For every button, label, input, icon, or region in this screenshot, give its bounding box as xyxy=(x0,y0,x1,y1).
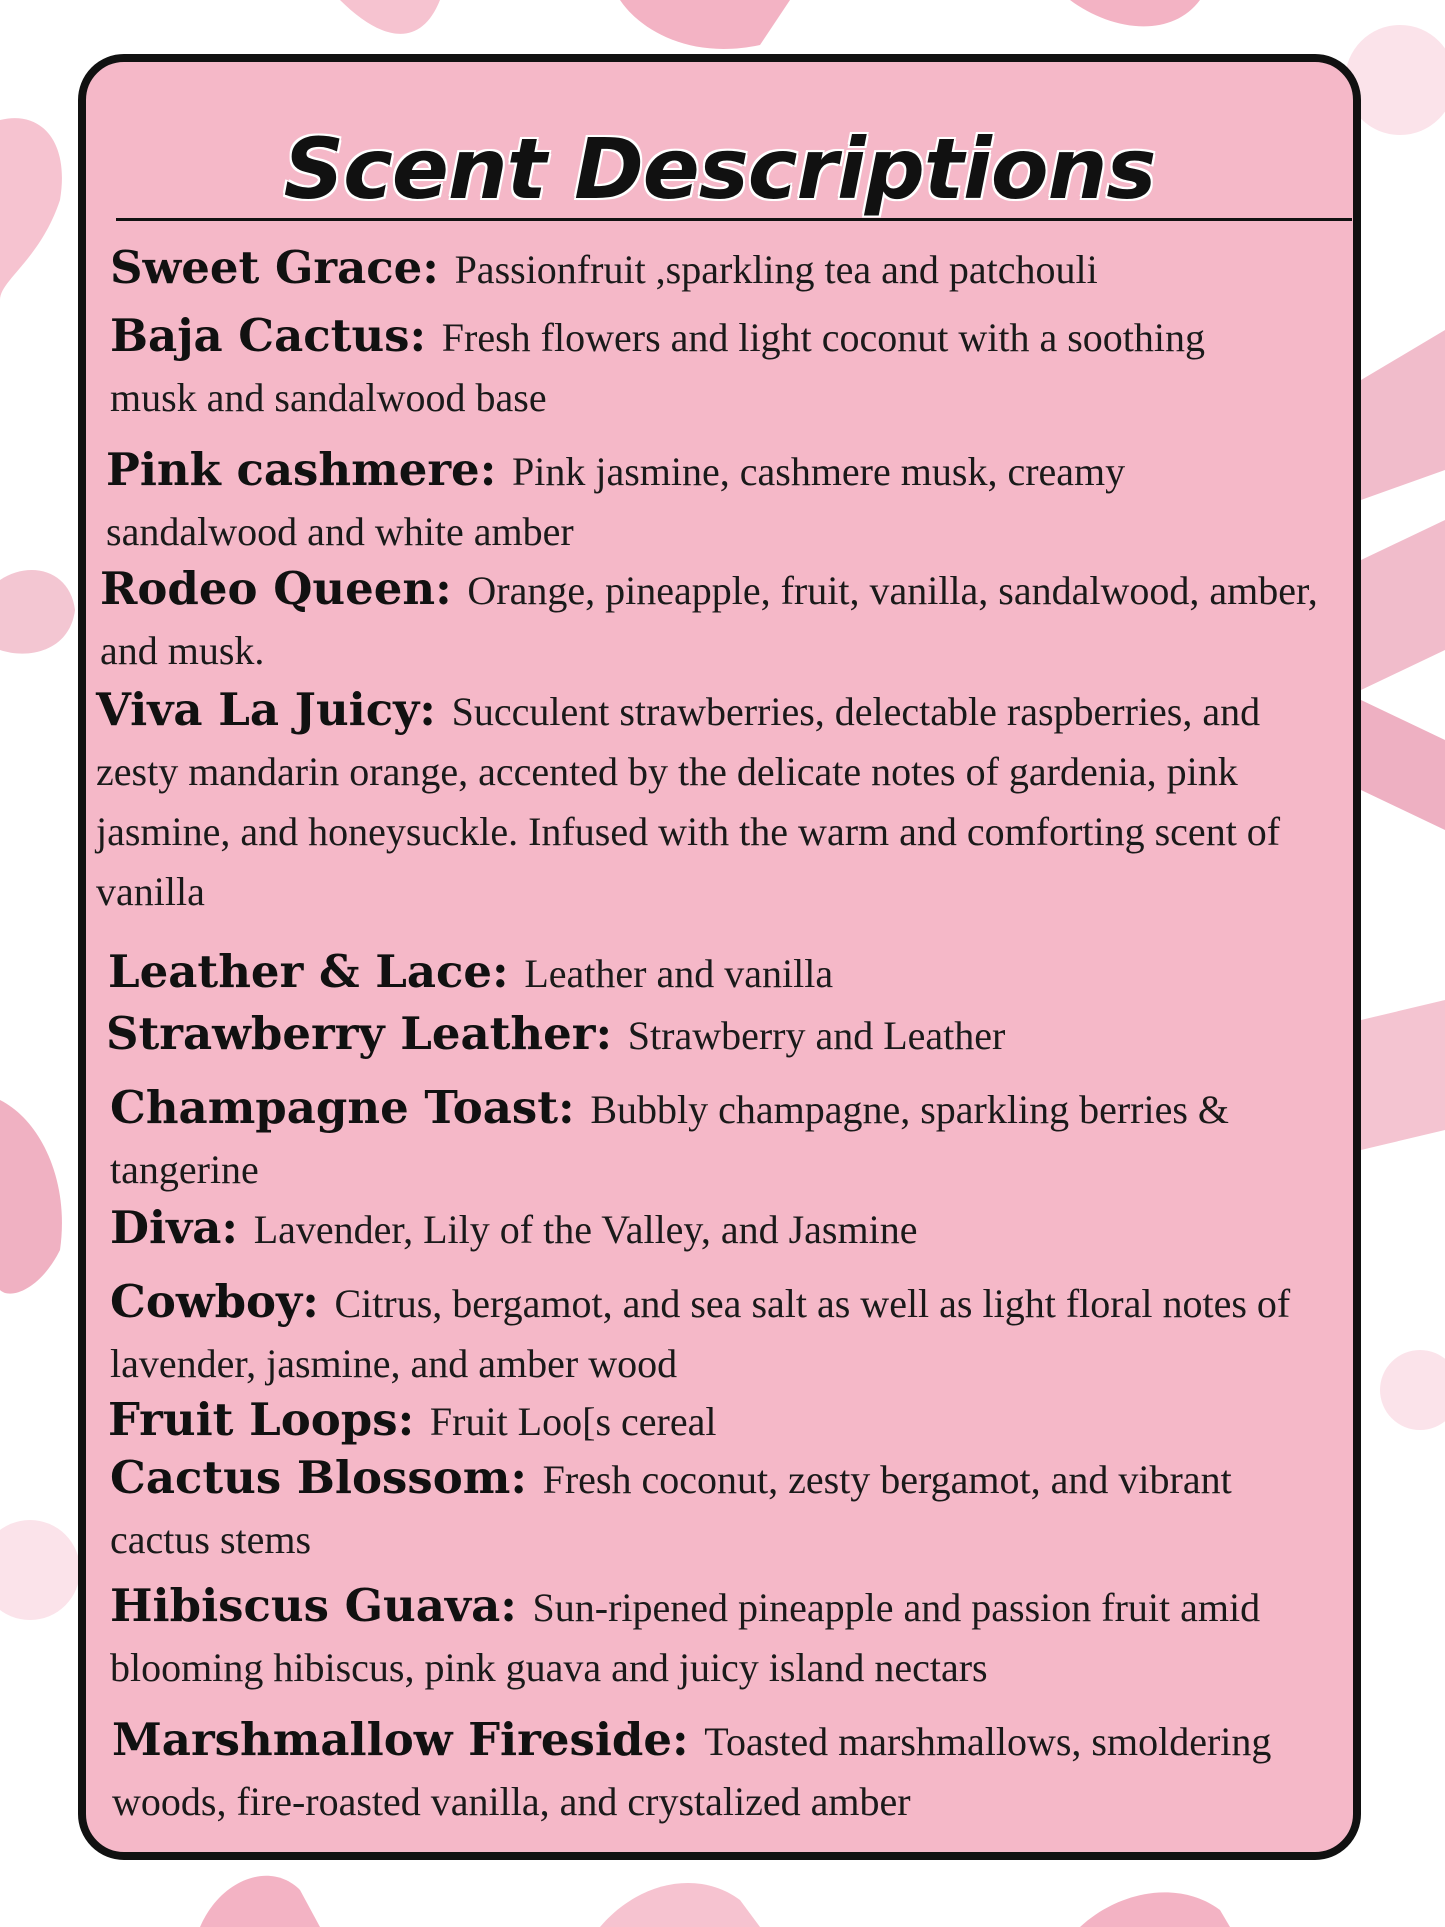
scent-description: Orange, pineapple, fruit, vanilla, sandalwood, amber, and musk. xyxy=(100,568,1318,673)
scent-name: Leather & Lace: xyxy=(108,945,525,998)
scent-name: Cowboy: xyxy=(110,1275,335,1328)
scent-name: Viva La Juicy: xyxy=(96,683,452,736)
scent-description: Bubbly champagne, sparkling berries & tangerine xyxy=(110,1087,1230,1192)
scent-name: Champagne Toast: xyxy=(110,1081,591,1134)
scent-description: Leather and vanilla xyxy=(524,951,834,996)
scent-entry xyxy=(110,1078,1340,1200)
ribbon-icon xyxy=(1070,0,1200,26)
scent-name: Cactus Blossom: xyxy=(110,1451,543,1504)
scent-name: Marshmallow Fireside: xyxy=(112,1713,705,1766)
scent-description: Succulent strawberries, delectable raspberries, and zesty mandarin orange, accented by the delicate notes of gardenia, pink jasmine, and honeysuckle. Infused with the warm and comforting scent of vanilla xyxy=(96,689,1281,914)
scent-entry xyxy=(112,1710,1332,1832)
watercolor-dot xyxy=(1380,1350,1445,1430)
scent-description: Strawberry and Leather xyxy=(627,1013,1006,1058)
scent-name: Sweet Grace: xyxy=(110,241,455,294)
scent-name: Diva: xyxy=(110,1201,254,1254)
scent-entry xyxy=(108,942,1308,1004)
ribbon-bow-icon xyxy=(0,570,75,654)
scent-description: Fresh coconut, zesty bergamot, and vibrant cactus stems xyxy=(110,1457,1232,1562)
scent-entry xyxy=(100,559,1340,681)
ribbon-icon xyxy=(600,1883,760,1927)
scent-description: Toasted marshmallows, smoldering woods, fire-roasted vanilla, and crystalized amber xyxy=(112,1719,1272,1824)
scent-entry xyxy=(110,1272,1330,1394)
page-title: Scent Descriptions xyxy=(283,120,1156,218)
scent-entry xyxy=(110,306,1250,428)
scent-entry xyxy=(96,680,1346,922)
scent-description: Passionfruit ,sparkling tea and patchouli xyxy=(454,247,1098,292)
scent-card xyxy=(78,54,1361,1860)
scent-description: Fruit Loo[s cereal xyxy=(429,1399,717,1444)
scent-entry xyxy=(108,1390,1308,1452)
ribbon-icon xyxy=(1080,1892,1230,1927)
scent-entry xyxy=(110,1448,1270,1570)
scent-entry xyxy=(110,1198,1310,1260)
ribbon-bow-icon xyxy=(0,1100,62,1294)
scent-entry xyxy=(110,1576,1340,1698)
scent-description: Lavender, Lily of the Valley, and Jasmine xyxy=(253,1207,918,1252)
scent-entry xyxy=(106,1004,1306,1066)
scent-name: Fruit Loops: xyxy=(108,1393,430,1446)
ribbon-icon xyxy=(340,0,440,34)
ribbon-icon xyxy=(200,1876,320,1927)
scent-description: Citrus, bergamot, and sea salt as well as light floral notes of lavender, jasmine, and amber wood xyxy=(110,1281,1291,1386)
ribbon-icon xyxy=(0,118,62,300)
gingham-ribbon-icon xyxy=(1361,330,1445,1150)
scent-description: Pink jasmine, cashmere musk, creamy sandalwood and white amber xyxy=(106,449,1126,554)
scent-description: Fresh flowers and light coconut with a soothing musk and sandalwood base xyxy=(110,315,1206,420)
title-divider xyxy=(116,218,1352,221)
scent-name: Baja Cactus: xyxy=(110,309,442,362)
scent-name: Hibiscus Guava: xyxy=(110,1579,533,1632)
scent-entry xyxy=(110,238,1310,300)
watercolor-dot xyxy=(0,1520,80,1620)
scent-name: Rodeo Queen: xyxy=(100,562,468,615)
ribbon-icon xyxy=(620,0,790,49)
scent-name: Pink cashmere: xyxy=(106,443,512,496)
scent-entry xyxy=(106,440,1306,562)
scent-name: Strawberry Leather: xyxy=(106,1007,628,1060)
scent-description: Sun-ripened pineapple and passion fruit amid blooming hibiscus, pink guava and juicy island nectars xyxy=(110,1585,1261,1690)
